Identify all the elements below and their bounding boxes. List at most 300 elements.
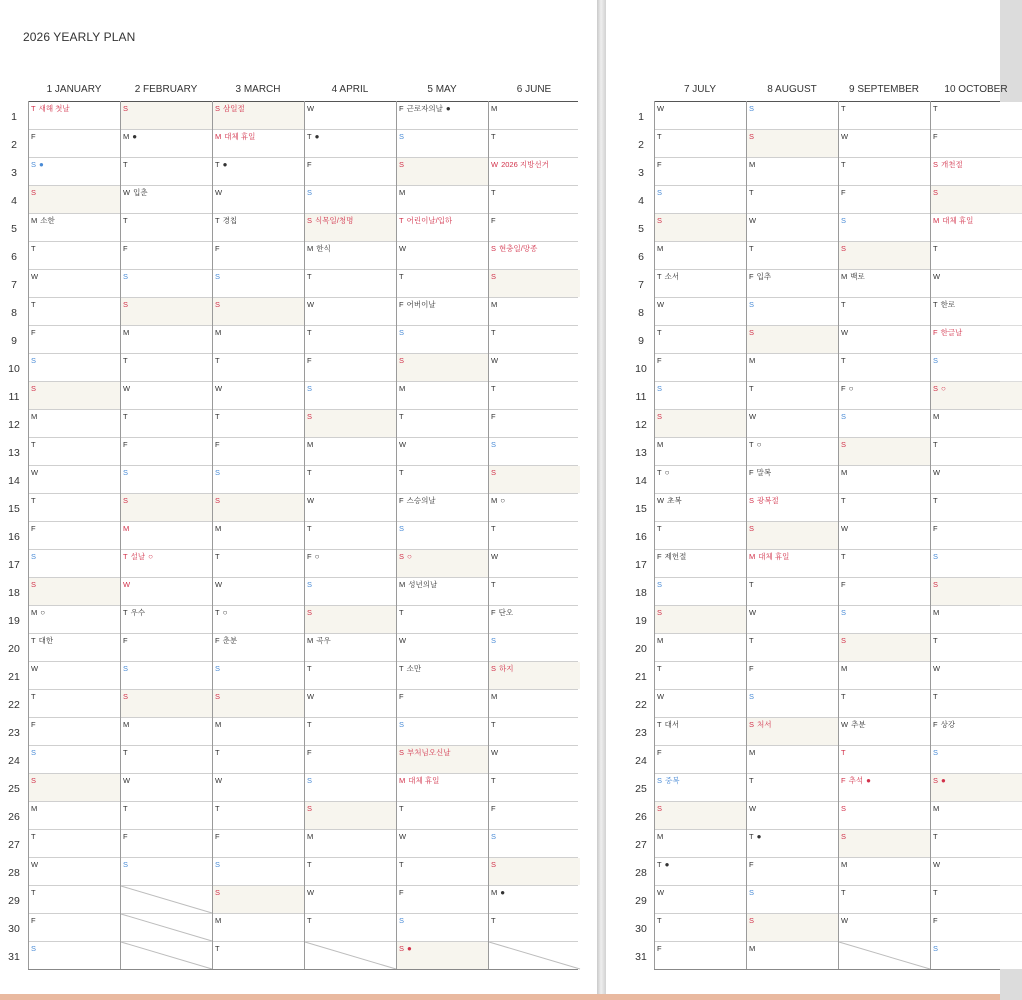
day-cell[interactable] (397, 662, 488, 689)
day-cell[interactable] (747, 802, 838, 829)
day-cell[interactable] (397, 242, 488, 269)
day-cell[interactable] (397, 522, 488, 549)
day-cell[interactable] (121, 438, 212, 465)
day-cell[interactable] (489, 158, 580, 185)
day-cell[interactable] (489, 578, 580, 605)
day-cell[interactable] (213, 410, 304, 437)
day-cell[interactable] (489, 298, 580, 325)
day-cell[interactable] (397, 298, 488, 325)
day-cell[interactable] (121, 466, 212, 493)
day-cell[interactable] (839, 914, 930, 941)
day-cell[interactable] (29, 858, 120, 885)
day-cell[interactable] (121, 354, 212, 381)
day-cell[interactable] (655, 130, 746, 157)
day-cell[interactable] (839, 270, 930, 297)
day-cell[interactable] (655, 830, 746, 857)
day-cell[interactable] (839, 522, 930, 549)
day-cell[interactable] (397, 270, 488, 297)
day-cell[interactable] (747, 158, 838, 185)
day-cell[interactable] (29, 550, 120, 577)
day-cell[interactable] (839, 354, 930, 381)
day-cell[interactable] (305, 634, 396, 661)
day-cell[interactable] (489, 774, 580, 801)
day-cell[interactable] (655, 690, 746, 717)
day-cell[interactable] (839, 186, 930, 213)
day-cell[interactable] (305, 858, 396, 885)
day-cell[interactable] (397, 942, 488, 969)
day-cell[interactable] (121, 186, 212, 213)
day-cell[interactable] (29, 186, 120, 213)
day-cell[interactable] (397, 578, 488, 605)
day-cell[interactable] (839, 718, 930, 745)
day-cell[interactable] (29, 746, 120, 773)
day-cell[interactable] (931, 494, 1022, 521)
day-cell[interactable] (839, 242, 930, 269)
day-cell[interactable] (305, 242, 396, 269)
day-cell[interactable] (489, 102, 580, 129)
day-cell[interactable] (397, 718, 488, 745)
day-cell[interactable] (305, 802, 396, 829)
day-cell[interactable] (655, 158, 746, 185)
day-cell[interactable] (655, 634, 746, 661)
day-cell[interactable] (305, 410, 396, 437)
day-cell[interactable] (655, 242, 746, 269)
day-cell[interactable] (213, 270, 304, 297)
day-cell[interactable] (397, 410, 488, 437)
day-cell[interactable] (931, 158, 1022, 185)
day-cell[interactable] (29, 410, 120, 437)
day-cell[interactable] (213, 242, 304, 269)
day-cell[interactable] (489, 886, 580, 913)
day-cell[interactable] (931, 410, 1022, 437)
day-cell[interactable] (397, 830, 488, 857)
day-cell[interactable] (489, 130, 580, 157)
day-cell[interactable] (931, 242, 1022, 269)
day-cell[interactable] (839, 578, 930, 605)
day-cell[interactable] (931, 858, 1022, 885)
day-cell[interactable] (747, 662, 838, 689)
day-cell[interactable] (747, 410, 838, 437)
day-cell[interactable] (121, 830, 212, 857)
day-cell[interactable] (213, 802, 304, 829)
day-cell[interactable] (305, 326, 396, 353)
day-cell[interactable] (305, 382, 396, 409)
day-cell[interactable] (305, 886, 396, 913)
day-cell[interactable] (213, 158, 304, 185)
day-cell[interactable] (213, 438, 304, 465)
day-cell[interactable] (839, 886, 930, 913)
day-cell[interactable] (29, 774, 120, 801)
day-cell[interactable] (931, 186, 1022, 213)
day-cell[interactable] (397, 214, 488, 241)
day-cell[interactable] (931, 466, 1022, 493)
day-cell[interactable] (747, 578, 838, 605)
day-cell[interactable] (839, 774, 930, 801)
day-cell[interactable] (29, 438, 120, 465)
day-cell[interactable] (747, 214, 838, 241)
day-cell[interactable] (213, 522, 304, 549)
day-cell[interactable] (747, 326, 838, 353)
day-cell[interactable] (121, 410, 212, 437)
day-cell[interactable] (747, 130, 838, 157)
day-cell[interactable] (655, 186, 746, 213)
day-cell[interactable] (305, 214, 396, 241)
day-cell[interactable] (655, 774, 746, 801)
day-cell[interactable] (305, 914, 396, 941)
day-cell[interactable] (747, 242, 838, 269)
day-cell[interactable] (121, 522, 212, 549)
day-cell[interactable] (29, 690, 120, 717)
day-cell[interactable] (489, 858, 580, 885)
day-cell[interactable] (305, 494, 396, 521)
day-cell[interactable] (397, 158, 488, 185)
day-cell[interactable] (121, 326, 212, 353)
day-cell[interactable] (29, 522, 120, 549)
day-cell[interactable] (213, 830, 304, 857)
day-cell[interactable] (489, 438, 580, 465)
day-cell[interactable] (29, 130, 120, 157)
day-cell[interactable] (747, 354, 838, 381)
day-cell[interactable] (29, 578, 120, 605)
day-cell[interactable] (747, 522, 838, 549)
day-cell[interactable] (747, 914, 838, 941)
day-cell[interactable] (655, 886, 746, 913)
day-cell[interactable] (489, 690, 580, 717)
day-cell[interactable] (305, 550, 396, 577)
day-cell[interactable] (305, 746, 396, 773)
day-cell[interactable] (397, 326, 488, 353)
day-cell[interactable] (213, 326, 304, 353)
day-cell[interactable] (29, 102, 120, 129)
day-cell[interactable] (305, 662, 396, 689)
day-cell[interactable] (489, 802, 580, 829)
day-cell[interactable] (121, 718, 212, 745)
day-cell[interactable] (747, 718, 838, 745)
day-cell[interactable] (931, 326, 1022, 353)
day-cell[interactable] (747, 494, 838, 521)
day-cell[interactable] (29, 382, 120, 409)
day-cell[interactable] (213, 214, 304, 241)
day-cell[interactable] (305, 578, 396, 605)
day-cell[interactable] (655, 858, 746, 885)
day-cell[interactable] (29, 242, 120, 269)
day-cell[interactable] (397, 550, 488, 577)
day-cell[interactable] (931, 522, 1022, 549)
day-cell[interactable] (839, 410, 930, 437)
day-cell[interactable] (305, 774, 396, 801)
day-cell[interactable] (931, 270, 1022, 297)
day-cell[interactable] (655, 326, 746, 353)
day-cell[interactable] (213, 690, 304, 717)
day-cell[interactable] (213, 382, 304, 409)
day-cell[interactable] (29, 494, 120, 521)
day-cell[interactable] (839, 102, 930, 129)
day-cell[interactable] (655, 494, 746, 521)
day-cell[interactable] (931, 438, 1022, 465)
day-cell[interactable] (121, 214, 212, 241)
day-cell[interactable] (839, 382, 930, 409)
day-cell[interactable] (213, 858, 304, 885)
day-cell[interactable] (305, 102, 396, 129)
day-cell[interactable] (931, 718, 1022, 745)
day-cell[interactable] (121, 662, 212, 689)
day-cell[interactable] (655, 382, 746, 409)
day-cell[interactable] (489, 326, 580, 353)
day-cell[interactable] (839, 690, 930, 717)
day-cell[interactable] (655, 102, 746, 129)
day-cell[interactable] (29, 718, 120, 745)
day-cell[interactable] (839, 466, 930, 493)
day-cell[interactable] (121, 270, 212, 297)
day-cell[interactable] (747, 270, 838, 297)
day-cell[interactable] (213, 102, 304, 129)
day-cell[interactable] (121, 494, 212, 521)
day-cell[interactable] (655, 606, 746, 633)
day-cell[interactable] (213, 130, 304, 157)
day-cell[interactable] (931, 550, 1022, 577)
day-cell[interactable] (655, 802, 746, 829)
day-cell[interactable] (655, 662, 746, 689)
day-cell[interactable] (397, 914, 488, 941)
day-cell[interactable] (839, 634, 930, 661)
day-cell[interactable] (931, 578, 1022, 605)
day-cell[interactable] (213, 774, 304, 801)
day-cell[interactable] (747, 102, 838, 129)
day-cell[interactable] (397, 746, 488, 773)
day-cell[interactable] (655, 298, 746, 325)
day-cell[interactable] (305, 438, 396, 465)
day-cell[interactable] (655, 354, 746, 381)
day-cell[interactable] (29, 634, 120, 661)
day-cell[interactable] (747, 382, 838, 409)
day-cell[interactable] (655, 578, 746, 605)
day-cell[interactable] (397, 466, 488, 493)
day-cell[interactable] (121, 774, 212, 801)
day-cell[interactable] (747, 858, 838, 885)
day-cell[interactable] (121, 606, 212, 633)
day-cell[interactable] (931, 354, 1022, 381)
day-cell[interactable] (655, 438, 746, 465)
day-cell[interactable] (29, 830, 120, 857)
day-cell[interactable] (747, 746, 838, 773)
day-cell[interactable] (747, 438, 838, 465)
day-cell[interactable] (397, 354, 488, 381)
day-cell[interactable] (121, 102, 212, 129)
day-cell[interactable] (29, 214, 120, 241)
day-cell[interactable] (931, 690, 1022, 717)
day-cell[interactable] (121, 298, 212, 325)
day-cell[interactable] (213, 606, 304, 633)
day-cell[interactable] (489, 186, 580, 213)
day-cell[interactable] (931, 214, 1022, 241)
day-cell[interactable] (397, 774, 488, 801)
day-cell[interactable] (489, 746, 580, 773)
day-cell[interactable] (29, 466, 120, 493)
day-cell[interactable] (489, 494, 580, 521)
day-cell[interactable] (839, 858, 930, 885)
day-cell[interactable] (839, 326, 930, 353)
day-cell[interactable] (305, 130, 396, 157)
day-cell[interactable] (397, 382, 488, 409)
day-cell[interactable] (213, 942, 304, 969)
day-cell[interactable] (489, 522, 580, 549)
day-cell[interactable] (489, 914, 580, 941)
day-cell[interactable] (655, 914, 746, 941)
day-cell[interactable] (121, 690, 212, 717)
day-cell[interactable] (747, 886, 838, 913)
day-cell[interactable] (121, 746, 212, 773)
day-cell[interactable] (121, 382, 212, 409)
day-cell[interactable] (397, 130, 488, 157)
day-cell[interactable] (655, 522, 746, 549)
day-cell[interactable] (489, 466, 580, 493)
day-cell[interactable] (489, 718, 580, 745)
day-cell[interactable] (839, 830, 930, 857)
day-cell[interactable] (931, 606, 1022, 633)
day-cell[interactable] (839, 494, 930, 521)
day-cell[interactable] (489, 662, 580, 689)
day-cell[interactable] (305, 298, 396, 325)
day-cell[interactable] (747, 298, 838, 325)
day-cell[interactable] (839, 802, 930, 829)
day-cell[interactable] (305, 718, 396, 745)
day-cell[interactable] (655, 270, 746, 297)
day-cell[interactable] (747, 774, 838, 801)
day-cell[interactable] (305, 186, 396, 213)
day-cell[interactable] (29, 354, 120, 381)
day-cell[interactable] (931, 662, 1022, 689)
day-cell[interactable] (305, 690, 396, 717)
day-cell[interactable] (305, 830, 396, 857)
day-cell[interactable] (213, 578, 304, 605)
day-cell[interactable] (489, 214, 580, 241)
day-cell[interactable] (397, 802, 488, 829)
day-cell[interactable] (121, 578, 212, 605)
day-cell[interactable] (931, 634, 1022, 661)
day-cell[interactable] (839, 298, 930, 325)
day-cell[interactable] (213, 746, 304, 773)
day-cell[interactable] (29, 942, 120, 969)
day-cell[interactable] (655, 214, 746, 241)
day-cell[interactable] (121, 158, 212, 185)
day-cell[interactable] (839, 214, 930, 241)
day-cell[interactable] (29, 270, 120, 297)
day-cell[interactable] (839, 130, 930, 157)
day-cell[interactable] (397, 102, 488, 129)
day-cell[interactable] (931, 802, 1022, 829)
day-cell[interactable] (931, 298, 1022, 325)
day-cell[interactable] (213, 466, 304, 493)
day-cell[interactable] (655, 466, 746, 493)
day-cell[interactable] (213, 186, 304, 213)
day-cell[interactable] (29, 662, 120, 689)
day-cell[interactable] (747, 830, 838, 857)
day-cell[interactable] (747, 942, 838, 969)
day-cell[interactable] (931, 830, 1022, 857)
day-cell[interactable] (397, 606, 488, 633)
day-cell[interactable] (121, 242, 212, 269)
day-cell[interactable] (213, 914, 304, 941)
day-cell[interactable] (747, 186, 838, 213)
day-cell[interactable] (29, 298, 120, 325)
day-cell[interactable] (931, 746, 1022, 773)
day-cell[interactable] (489, 634, 580, 661)
day-cell[interactable] (29, 802, 120, 829)
day-cell[interactable] (213, 634, 304, 661)
day-cell[interactable] (931, 102, 1022, 129)
day-cell[interactable] (489, 354, 580, 381)
day-cell[interactable] (931, 382, 1022, 409)
day-cell[interactable] (397, 886, 488, 913)
day-cell[interactable] (397, 494, 488, 521)
day-cell[interactable] (489, 242, 580, 269)
day-cell[interactable] (931, 130, 1022, 157)
day-cell[interactable] (121, 130, 212, 157)
day-cell[interactable] (305, 158, 396, 185)
day-cell[interactable] (489, 550, 580, 577)
day-cell[interactable] (121, 634, 212, 661)
day-cell[interactable] (29, 606, 120, 633)
day-cell[interactable] (397, 690, 488, 717)
day-cell[interactable] (489, 270, 580, 297)
day-cell[interactable] (213, 886, 304, 913)
day-cell[interactable] (489, 410, 580, 437)
day-cell[interactable] (121, 858, 212, 885)
day-cell[interactable] (931, 886, 1022, 913)
day-cell[interactable] (931, 774, 1022, 801)
day-cell[interactable] (747, 690, 838, 717)
day-cell[interactable] (213, 718, 304, 745)
day-cell[interactable] (29, 326, 120, 353)
day-cell[interactable] (305, 466, 396, 493)
day-cell[interactable] (29, 914, 120, 941)
day-cell[interactable] (305, 606, 396, 633)
day-cell[interactable] (489, 830, 580, 857)
day-cell[interactable] (121, 802, 212, 829)
day-cell[interactable] (839, 746, 930, 773)
day-cell[interactable] (305, 522, 396, 549)
day-cell[interactable] (213, 354, 304, 381)
day-cell[interactable] (305, 270, 396, 297)
day-cell[interactable] (305, 354, 396, 381)
day-cell[interactable] (747, 466, 838, 493)
day-cell[interactable] (931, 914, 1022, 941)
day-cell[interactable] (655, 718, 746, 745)
day-cell[interactable] (121, 550, 212, 577)
day-cell[interactable] (655, 746, 746, 773)
day-cell[interactable] (747, 634, 838, 661)
day-cell[interactable] (397, 634, 488, 661)
day-cell[interactable] (655, 550, 746, 577)
day-cell[interactable] (213, 494, 304, 521)
day-cell[interactable] (839, 662, 930, 689)
day-cell[interactable] (397, 186, 488, 213)
day-cell[interactable] (839, 158, 930, 185)
day-cell[interactable] (931, 942, 1022, 969)
day-cell[interactable] (655, 942, 746, 969)
day-cell[interactable] (397, 858, 488, 885)
day-cell[interactable] (489, 606, 580, 633)
day-cell[interactable] (397, 438, 488, 465)
day-cell[interactable] (655, 410, 746, 437)
day-cell[interactable] (213, 550, 304, 577)
day-cell[interactable] (747, 550, 838, 577)
day-cell[interactable] (213, 298, 304, 325)
day-cell[interactable] (839, 438, 930, 465)
day-cell[interactable] (213, 662, 304, 689)
day-cell[interactable] (747, 606, 838, 633)
day-cell[interactable] (489, 382, 580, 409)
